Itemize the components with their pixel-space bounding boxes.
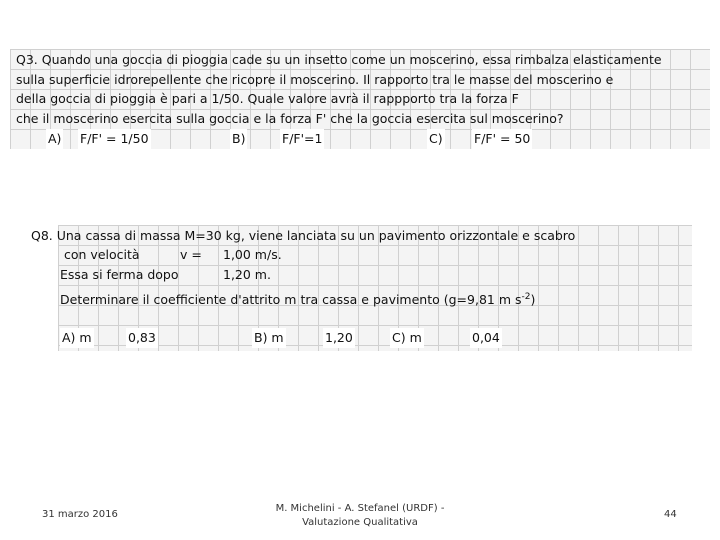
q8-answer-a-label: A) m: [60, 328, 94, 348]
q8-answer-a-value: 0,83: [126, 328, 158, 348]
q8-line-2c: 1,00 m/s.: [223, 247, 282, 262]
footer-authors-line-1: M. Michelini - A. Stefanel (URDF) -: [275, 503, 445, 514]
footer-authors-line-2: Valutazione Qualitativa: [302, 517, 418, 528]
q8-answer-b-value: 1,20: [323, 328, 355, 348]
q8-line-4-main: Determinare il coefficiente d'attrito m tra cassa e pavimento (g=9,81 m s: [60, 292, 522, 308]
q8-line-1: Q8. Una cassa di massa M=30 kg, viene lanciata su un pavimento orizzontale e scabro: [31, 228, 576, 243]
footer-authors: [270, 502, 450, 530]
q8-answer-c-value: 0,04: [470, 328, 502, 348]
q3-line-4: che il moscerino esercita sulla goccia e la forza F' che la goccia esercita sul moscerino?: [16, 111, 564, 126]
q3-line-1: Q3. Quando una goccia di pioggia cade su un insetto come un moscerino, essa rimbalza elasticamente: [16, 52, 662, 67]
q3-answer-c-label: C): [427, 129, 445, 149]
q8-line-4-end: ): [530, 292, 536, 308]
q8-line-2b: v =: [180, 247, 202, 262]
q8-line-4: [60, 287, 535, 310]
q3-line-2: sulla superficie idrorepellente che ricopre il moscerino. Il rapporto tra le masse del moscerino e: [16, 72, 614, 87]
q3-answer-c-value: F/F' = 50: [472, 129, 532, 149]
q8-line-3b: 1,20 m.: [223, 267, 271, 282]
footer-date: 31 marzo 2016: [42, 509, 118, 520]
q8-line-4-sup: -2: [521, 292, 531, 302]
q8-line-3a: Essa si ferma dopo: [60, 267, 179, 282]
q3-answer-a-label: A): [46, 129, 63, 149]
q3-answer-b-label: B): [230, 129, 247, 149]
page-number: 44: [664, 509, 677, 520]
q3-line-3: della goccia di pioggia è pari a 1/50. Quale valore avrà il rappporto tra la forza F: [16, 91, 519, 106]
q8-answer-b-label: B) m: [252, 328, 286, 348]
q8-answer-c-label: C) m: [390, 328, 424, 348]
q3-answer-a-value: F/F' = 1/50: [78, 129, 151, 149]
q3-answer-b-value: F/F'=1: [280, 129, 324, 149]
q8-line-2a: con velocità: [64, 247, 140, 262]
